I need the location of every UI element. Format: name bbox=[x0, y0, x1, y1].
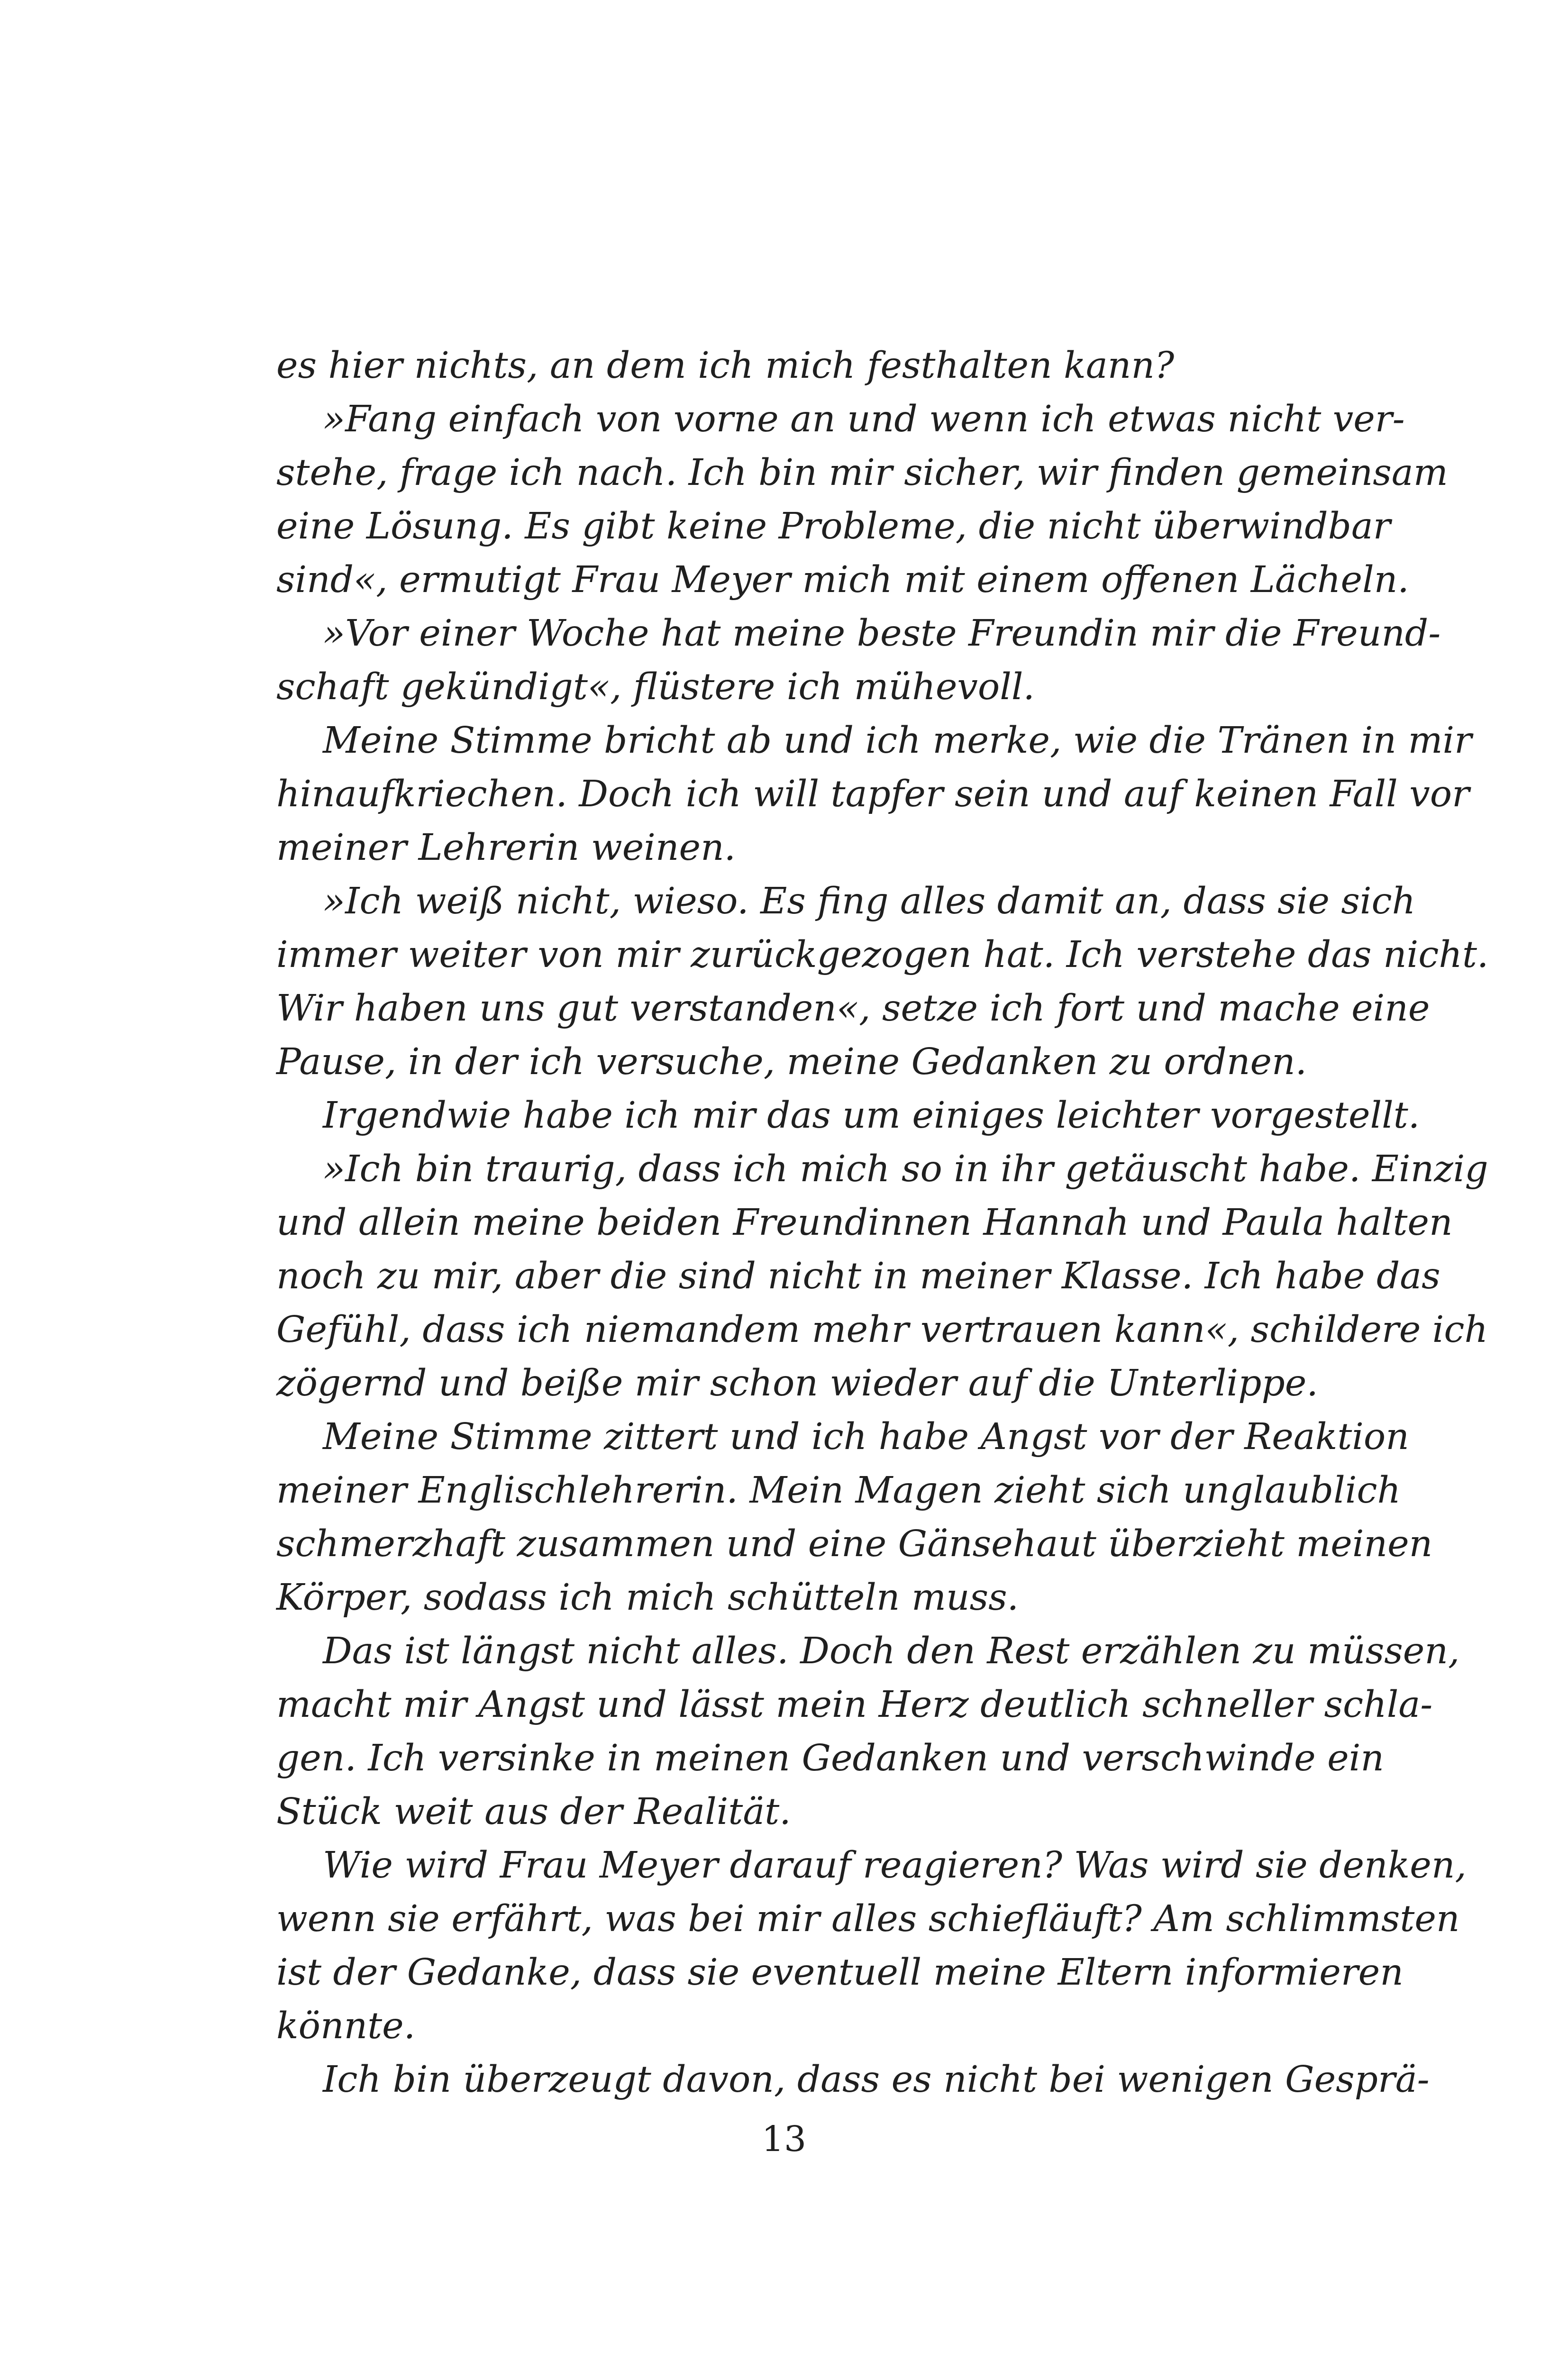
text-line: Ich bin überzeugt davon, dass es nicht bei wenigen Gesprä- bbox=[323, 2059, 1430, 2101]
text-line: schaft gekündigt«, flüstere ich mühevoll. bbox=[276, 666, 1035, 708]
text-line: es hier nichts, an dem ich mich festhalten kann? bbox=[276, 345, 1175, 387]
text-line: und allein meine beiden Freundinnen Hannah und Paula halten bbox=[276, 1202, 1453, 1244]
text-line: sind«, ermutigt Frau Meyer mich mit einem offenen Lächeln. bbox=[276, 559, 1409, 601]
text-line: macht mir Angst und lässt mein Herz deutlich schneller schla- bbox=[276, 1684, 1433, 1726]
text-line: meiner Englischlehrerin. Mein Magen zieht sich unglaublich bbox=[276, 1469, 1401, 1512]
text-line: wenn sie erfährt, was bei mir alles schiefläuft? Am schlimmsten bbox=[276, 1898, 1460, 1940]
text-line: Stück weit aus der Realität. bbox=[276, 1791, 791, 1833]
text-line: Körper, sodass ich mich schütteln muss. bbox=[276, 1577, 1019, 1619]
text-line: stehe, frage ich nach. Ich bin mir sicher, wir finden gemeinsam bbox=[276, 452, 1448, 494]
text-line: Wir haben uns gut verstanden«, setze ich fort und mache eine bbox=[276, 987, 1430, 1030]
text-line: Meine Stimme zittert und ich habe Angst vor der Reaktion bbox=[323, 1416, 1409, 1458]
text-line: hinaufkriechen. Doch ich will tapfer sein und auf keinen Fall vor bbox=[276, 773, 1469, 815]
text-line: immer weiter von mir zurückgezogen hat. Ich verstehe das nicht. bbox=[276, 934, 1489, 976]
text-line: gen. Ich versinke in meinen Gedanken und verschwinde ein bbox=[276, 1737, 1384, 1779]
text-line: Meine Stimme bricht ab und ich merke, wie die Tränen in mir bbox=[323, 720, 1472, 762]
text-line: Gefühl, dass ich niemandem mehr vertrauen kann«, schildere ich bbox=[276, 1309, 1488, 1351]
text-line: Wie wird Frau Meyer darauf reagieren? Was wird sie denken, bbox=[323, 1844, 1467, 1887]
text-line: Pause, in der ich versuche, meine Gedanken zu ordnen. bbox=[276, 1041, 1307, 1083]
body-text bbox=[276, 339, 1489, 2106]
text-line: »Ich bin traurig, dass ich mich so in ihr getäuscht habe. Einzig bbox=[323, 1148, 1488, 1190]
text-line: »Fang einfach von vorne an und wenn ich etwas nicht ver- bbox=[323, 398, 1405, 440]
text-line: zögernd und beiße mir schon wieder auf die Unterlippe. bbox=[276, 1362, 1318, 1404]
text-line: meiner Lehrerin weinen. bbox=[276, 827, 736, 869]
text-line: »Vor einer Woche hat meine beste Freundin mir die Freund- bbox=[323, 612, 1441, 655]
page-number: 13 bbox=[761, 2119, 807, 2160]
text-line: Irgendwie habe ich mir das um einiges leichter vorgestellt. bbox=[323, 1094, 1420, 1137]
text-line: schmerzhaft zusammen und eine Gänsehaut überzieht meinen bbox=[276, 1523, 1433, 1565]
text-line: eine Lösung. Es gibt keine Probleme, die nicht überwindbar bbox=[276, 505, 1391, 547]
text-line: noch zu mir, aber die sind nicht in meiner Klasse. Ich habe das bbox=[276, 1255, 1440, 1297]
text-line: könnte. bbox=[276, 2005, 416, 2047]
text-line: »Ich weiß nicht, wieso. Es fing alles damit an, dass sie sich bbox=[323, 880, 1416, 922]
text-line: ist der Gedanke, dass sie eventuell meine Eltern informieren bbox=[276, 1951, 1404, 1994]
text-line: Das ist längst nicht alles. Doch den Rest erzählen zu müssen, bbox=[323, 1630, 1460, 1672]
